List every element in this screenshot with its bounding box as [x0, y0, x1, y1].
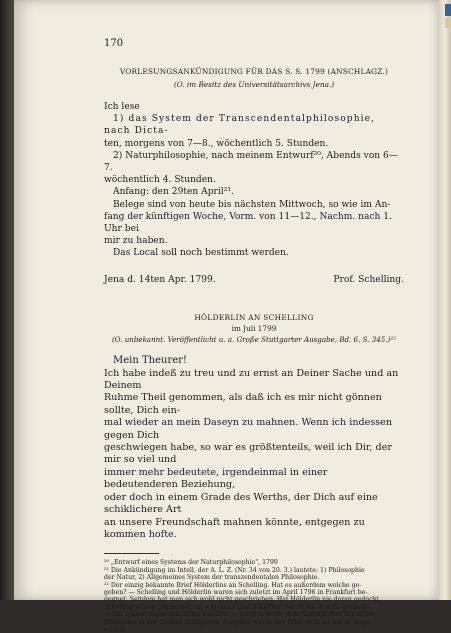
- bookmark-tab-blue: [445, 4, 451, 16]
- footnote-line: — Wir wissen eigentlich nichts darüber. — Nach A. Beck, dem Herausgeber der Briefe: [104, 611, 376, 619]
- letter-source: (O. unbekannt. Veröffentlicht u. a. Große Stuttgarter Ausgabe, Bd. 6, S. 345.)²²: [112, 334, 396, 344]
- footnote-line: schickt.: [104, 625, 129, 633]
- announcement-body: [104, 101, 404, 260]
- letter-body: [104, 368, 404, 542]
- announcement-line: ten, morgens von 7—8., wöchentlich 5. Stunden.: [104, 138, 329, 149]
- announcement-signature-row: [104, 275, 404, 285]
- letter-line: oder doch in einem Grade des Werths, der Dich auf eine schiklichere Art: [104, 491, 378, 516]
- announcement-line: 1) das System der Transcendentalphilosophie, nach Dicta-: [104, 114, 376, 137]
- page-edge: [439, 0, 451, 600]
- announcement-line: Anfang: den 29ten April²¹.: [113, 187, 234, 198]
- letter-salutation: Mein Theurer!: [113, 354, 187, 366]
- letter-line: Ruhme Theil genommen, als daß ich es mir nicht gönnen sollte, Dich ein-: [104, 392, 382, 416]
- footnote-line: Schelling seinen „Hyperion" zu schicken? Und Schelling: hat er ihn damals gelesen?: [104, 603, 370, 611]
- place-date: Jena d. 14ten Apr. 1799.: [104, 274, 216, 285]
- page-number: 170: [104, 38, 124, 49]
- footnote-line: Hölderlins in der Großen Stuttgarter Ausgabe, wurde der Brief nicht so von H. abge-: [104, 618, 372, 626]
- letter-heading: HÖLDERLIN AN SCHELLING: [194, 312, 314, 322]
- footnote-line: gegnet. Seitdem hat man sich wohl nicht geschrieben. Hat Hölderlin nie daran gedacht,: [104, 596, 382, 604]
- letter-date: im Juli 1799: [231, 323, 277, 333]
- footnote-line: ²¹ Die Ankündigung im Intell. der A. L. Z. (Nr. 34 von 20. 3.) lautete: 1) Philosophie: [104, 566, 365, 574]
- announcement-line: 2) Naturphilosophie, nach meinem Entwurf²⁰, Abends von 6—7.: [104, 150, 398, 174]
- announcement-line: fang der künftigen Woche, Vorm. von 11—12., Nachm. nach 1. Uhr bei: [104, 211, 392, 235]
- signature: Prof. Schelling.: [333, 274, 404, 285]
- footnote-line: ²⁰ „Entwurf eines Systems der Naturphilosophie", 1799: [104, 559, 278, 567]
- footnote-line: geben? — Schelling und Hölderlin waren sich zuletzt im April 1796 in Frankfurt be-: [104, 588, 368, 596]
- page-content: [104, 38, 404, 633]
- letter-line: an unsere Freundschaft mahnen könnte, entgegen zu kommen hofte.: [104, 516, 365, 540]
- announcement-line: Ich lese: [104, 102, 140, 112]
- announcement-line: mir zu haben.: [104, 236, 168, 247]
- announcement-line: Belege sind von heute bis nächsten Mittwoch, so wie im An-: [113, 199, 391, 210]
- letter-line: mal wieder an mein Daseyn zu mahnen. Wenn ich indessen gegen Dich: [104, 417, 393, 441]
- footnote-line: ²² Der einzig bekannte Brief Hölderlins an Schelling. Hat es außerdem welche ge-: [104, 581, 362, 589]
- announcement-line: Das Local soll noch bestimmt werden.: [113, 248, 289, 259]
- footnotes: [104, 559, 404, 633]
- announcement-source: (O. im Besitz des Universitätsarchivs Jena.): [173, 80, 335, 89]
- announcement-line: wöchentlich 4. Stunden.: [104, 175, 216, 186]
- letter-line: geschwiegen habe, so war es größtenteils, weil ich Dir, der mir so viel und: [104, 442, 392, 466]
- letter-line: Ich habe indeß zu treu und zu ernst an Deiner Sache und an Deinem: [104, 367, 399, 392]
- letter-line: immer mehr bedeutete, irgendeinmal in einer bedeutenderen Beziehung,: [104, 466, 328, 491]
- bookmark-tab-tan: [445, 18, 451, 28]
- book-spine-shadow: [0, 0, 14, 600]
- announcement-title: VORLESUNGSANKÜNDIGUNG FÜR DAS S. S. 1799 (ANSCHLAGZ.): [119, 67, 389, 76]
- footnote-line: der Natur, 2) Allgemeines System der transzendentalen Philosophie.: [104, 574, 320, 582]
- footnote-divider: [104, 553, 159, 554]
